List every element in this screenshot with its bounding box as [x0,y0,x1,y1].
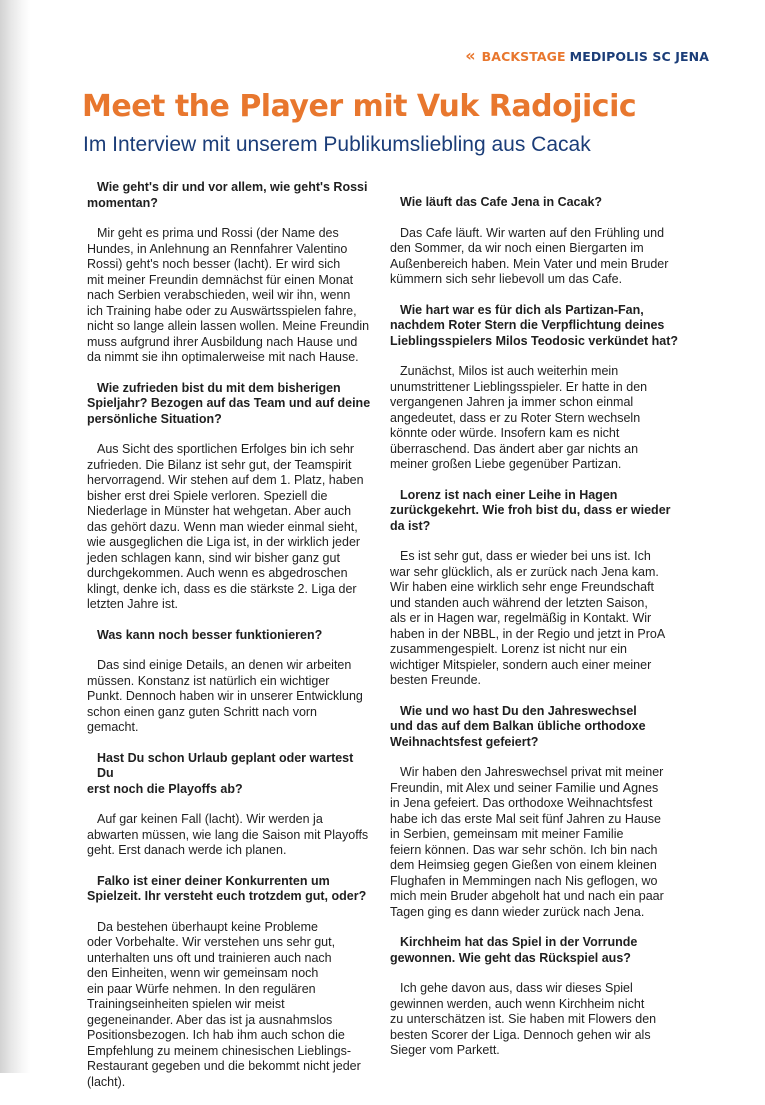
answer-line: Aus Sicht des sportlichen Erfolges bin ich sehr [97,442,355,456]
answer-line: das gehört dazu. Wenn man wieder einmal sieht, [87,519,358,534]
answer-line: muss aufgrund ihrer Ausbildung nach Hause und [87,334,358,349]
answer-line: Flughafen in Memmingen nach Nis geflogen, wo [390,873,658,888]
answer-line: und standen auch während der letzten Saison, [390,595,648,610]
interview-answer [390,981,685,1059]
answer-line: haben in der NBBL, in der Regio und jetzt in ProA [390,626,666,641]
answer-line: klingt, denke ich, dass es die stärkste 2. Liga der [87,581,357,596]
answer-line: kümmern sich sehr liebevoll um das Cafe. [390,272,623,286]
answer-line: gegeneinander. Aber das ist ja ausnahmslos [87,1012,333,1027]
answer-line: Da bestehen überhaupt keine Probleme [97,919,318,934]
question-line: Wie und wo hast Du den Jahreswechsel [400,703,637,718]
answer-line: nach Serbien verabschieden, weil wir ihn, wenn [87,288,351,302]
answer-line: wichtiger Mitspieler, sondern auch einer meiner [390,657,652,672]
answer-line: dem Heimsieg gegen Gießen von einem kleinen [390,858,657,872]
answer-line: Empfehlung zu meinem chinesischen Lieblings- [87,1043,352,1058]
answer-line: angedeutet, dass er zu Roter Stern wechseln [390,410,641,425]
answer-line: Positionsbezogen. Ich hab ihm auch schon die [87,1028,345,1042]
answer-line: nicht so lange allein lassen wollen. Meine Freundin [87,319,370,333]
answer-line: da nimmt sie ihn optimalerweise mit nach Hause. [87,350,359,364]
answer-line: meiner großen Liebe gegenüber Partizan. [390,457,622,471]
question-line: gewonnen. Wie geht das Rückspiel aus? [390,950,631,965]
answer-line: geht. Erst danach werde ich planen. [87,843,287,857]
interview-question [87,628,372,644]
answer-line: (lacht). [87,1074,126,1089]
answer-line: Das Cafe läuft. Wir warten auf den Frühling und [400,225,665,240]
left-column [87,180,372,1105]
answer-line: in Jena gefeiert. Das orthodoxe Weihnachtsfest [390,796,653,810]
answer-line: besten Freunde. [390,673,482,687]
question-line: nachdem Roter Stern die Verpflichtung deines [390,318,665,332]
answer-line: oder Vorbehalte. Wir verstehen uns sehr gut, [87,935,336,949]
answer-line: überraschend. Das ändert aber gar nichts an [390,441,639,456]
interview-question [390,704,685,751]
answer-line: müssen. Konstanz ist natürlich ein wichtiger [87,673,330,688]
answer-line: Wir haben eine wirklich sehr enge Freundschaft [390,580,655,594]
question-line: Spieljahr? Bezogen auf das Team und auf deine [87,396,371,410]
question-line: Falko ist einer deiner Konkurrenten um [97,873,330,888]
question-line: Spielzeit. Ihr versteht euch trotzdem gut, oder? [87,889,367,903]
section-label: BACKSTAGE [481,48,566,64]
answer-line: zu unterschätzen ist. Sie haben mit Flowers den [390,1012,657,1026]
answer-line: in Serbien, gemeinsam mit meiner Familie [390,827,624,841]
answer-line: zusammengespielt. Lorenz ist nicht nur ein [390,642,627,656]
answer-line: mit meiner Freundin demnächst für einen Monat [87,272,354,287]
answer-line: vergangenen Jahren ja immer schon einmal [390,395,634,409]
answer-line: schon einen ganz guten Schritt nach vorn [87,704,318,719]
answer-line: bisher erst drei Spiele verloren. Speziell die [87,488,328,503]
question-line: Lorenz ist nach einer Leihe in Hagen [400,487,618,502]
section-header [465,48,709,64]
answer-line: Zunächst, Milos ist auch weiterhin mein [400,364,619,378]
article-title: Meet the Player mit Vuk Radojicic [82,89,637,124]
answer-line: letzten Jahre ist. [87,597,179,611]
answer-line: Ich gehe davon aus, dass wir dieses Spiel [400,981,633,995]
interview-question [87,180,372,211]
question-line: zurückgekehrt. Wie froh bist du, dass er wieder [390,503,671,517]
interview-question [87,381,372,428]
answer-line: Rossi) geht's noch besser (lacht). Er wird sich [87,257,341,271]
interview-question [87,874,372,905]
answer-line: als er in Hagen war, regelmäßig in Kontakt. Wir [390,611,652,625]
answer-line: Hundes, in Anlehnung an Rennfahrer Valentino [87,241,348,256]
answer-line: jeden schlagen kann, sind wir bisher ganz gut [87,550,340,565]
answer-line: gewinnen werden, auch wenn Kirchheim nicht [390,996,645,1011]
answer-line: durchgekommen. Auch wenn es abgedroschen [87,566,348,580]
interview-question [87,751,372,798]
interview-answer [390,364,685,473]
answer-line: hervorragend. Wir stehen auf dem 1. Platz, haben [87,473,364,487]
answer-line: unterhalten uns oft und trainieren auch nach [87,950,332,965]
answer-line: feiern können. Das war sehr schön. Ich bin nach [390,842,658,857]
question-line: momentan? [87,195,158,210]
answer-line: den Einheiten, wenn wir gemeinsam noch [87,966,319,980]
answer-line: Restaurant gegeben und die bekommt nicht jeder [87,1059,361,1073]
interview-answer [390,765,685,920]
question-line: Wie geht's dir und vor allem, wie geht's Rossi [97,180,368,194]
answer-line: Auf gar keinen Fall (lacht). Wir werden ja [97,812,323,826]
answer-line: Wir haben den Jahreswechsel privat mit meiner [400,765,664,779]
answer-line: gemacht. [87,720,139,734]
right-column [390,195,685,1074]
interview-question [390,488,685,535]
page-gutter-shadow [0,0,30,1073]
question-line: Hast Du schon Urlaub geplant oder wartest Du [97,750,354,780]
answer-line: Punkt. Dennoch haben wir in unserer Entwicklung [87,689,363,703]
interview-question [390,935,685,966]
answer-line: Sieger vom Parkett. [390,1043,500,1057]
interview-question [390,195,685,211]
interview-answer [390,226,685,288]
answer-line: habe ich das erste Mal seit fünf Jahren zu Hause [390,811,661,826]
interview-answer [390,549,685,689]
question-line: Was kann noch besser funktionieren? [97,627,323,642]
question-line: Lieblingsspielers Milos Teodosic verkündet hat? [390,333,679,348]
answer-line: könnte oder würde. Insofern kam es nicht [390,426,620,440]
question-line: Wie hart war es für dich als Partizan-Fan, [400,302,644,317]
answer-line: Das sind einige Details, an denen wir arbeiten [97,658,352,672]
answer-line: Außenbereich haben. Mein Vater und mein Bruder [390,256,669,271]
article-subtitle: Im Interview mit unserem Publikumsliebling aus Cacak [83,133,591,156]
answer-line: Niederlage in Münster hat wehgetan. Aber auch [87,504,352,518]
interview-question [390,303,685,350]
question-line: Wie zufrieden bist du mit dem bisherigen [97,380,341,395]
answer-line: den Sommer, da wir noch einen Biergarten im [390,241,644,255]
club-name: MEDIPOLIS SC JENA [569,48,709,64]
question-line: Weihnachtsfest gefeiert? [390,734,539,749]
interview-answer [87,812,372,859]
answer-line: mich mein Bruder abgeholt hat und nach ein paar [390,889,664,903]
answer-line: Trainingseinheiten spielen wir meist [87,997,285,1011]
question-line: Wie läuft das Cafe Jena in Cacak? [400,195,603,209]
answer-line: Freundin, mit Alex und seiner Familie und Agnes [390,780,659,795]
answer-line: abwarten müssen, wie lang die Saison mit Playoffs [87,827,369,842]
interview-answer [87,442,372,613]
question-line: Kirchheim hat das Spiel in der Vorrunde [400,935,638,949]
interview-answer [87,226,372,366]
question-line: und das auf dem Balkan übliche orthodoxe [390,719,646,733]
answer-line: Es ist sehr gut, dass er wieder bei uns ist. Ich [400,549,651,563]
question-line: persönliche Situation? [87,411,222,426]
answer-line: wie ausgeglichen die Liga ist, in der wirklich jeder [87,535,361,549]
question-line: erst noch die Playoffs ab? [87,781,243,796]
answer-line: unumstrittener Lieblingsspieler. Er hatte in den [390,379,648,394]
interview-answer [87,658,372,736]
answer-line: zufrieden. Die Bilanz ist sehr gut, der Teamspirit [87,457,352,472]
double-chevron-left-icon: « [465,46,476,65]
answer-line: war sehr glücklich, als er zurück nach Jena kam. [390,564,659,579]
answer-line: ich Training habe oder zu Auswärtsspielen fahre, [87,303,357,318]
question-line: da ist? [390,518,431,533]
answer-line: ein paar Würfe nehmen. In den regulären [87,981,316,996]
answer-line: Mir geht es prima und Rossi (der Name des [97,226,339,240]
answer-line: besten Scorer der Liga. Dennoch gehen wir als [390,1027,651,1042]
answer-line: Tagen ging es dann wieder zurück nach Jena. [390,904,645,919]
interview-answer [87,920,372,1091]
